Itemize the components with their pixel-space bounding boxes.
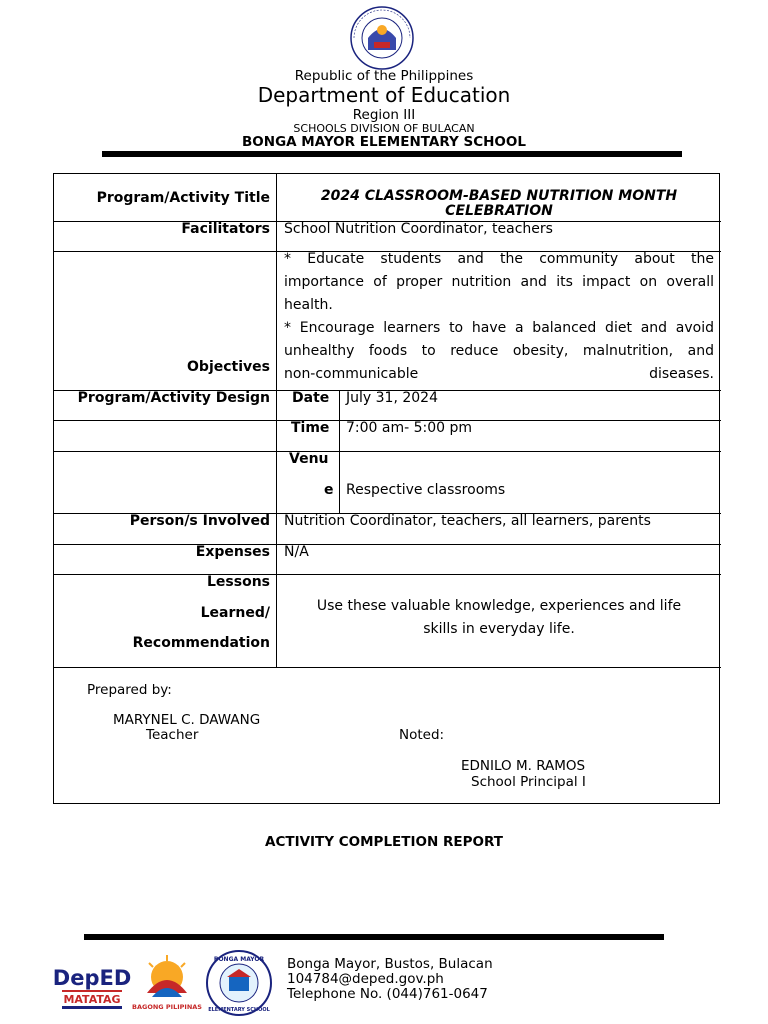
date-label: Date bbox=[292, 390, 330, 406]
design-label: Program/Activity Design bbox=[77, 390, 270, 406]
time-value: 7:00 am- 5:00 pm bbox=[346, 420, 473, 436]
objective-line: * Encourage learners to have a balanced diet and avoid bbox=[284, 320, 714, 336]
deped-seal-logo bbox=[344, 6, 420, 70]
matatag-text: MATATAG bbox=[63, 993, 121, 1006]
lessons-value-1: Use these valuable knowledge, experiences and life bbox=[316, 598, 682, 614]
school-seal-logo bbox=[205, 949, 273, 1017]
department-title: Department of Education bbox=[257, 83, 511, 107]
school-address: Bonga Mayor, Bustos, Bulacan bbox=[287, 956, 493, 972]
venue-value: Respective classrooms bbox=[346, 482, 506, 498]
bagong-pilipinas-logo bbox=[132, 953, 202, 1013]
activity-table bbox=[53, 173, 720, 804]
bagong-pilipinas-text: BAGONG PILIPINAS bbox=[132, 1003, 202, 1011]
expenses-label: Expenses bbox=[195, 544, 270, 560]
report-title: ACTIVITY COMPLETION REPORT bbox=[265, 834, 503, 850]
persons-value: Nutrition Coordinator, teachers, all learners, parents bbox=[284, 513, 651, 529]
facilitators-value: School Nutrition Coordinator, teachers bbox=[284, 221, 553, 237]
title-label: Program/Activity Title bbox=[96, 190, 270, 206]
school-name: BONGA MAYOR ELEMENTARY SCHOOL bbox=[242, 134, 526, 150]
principal-name: EDNILO M. RAMOS bbox=[461, 758, 586, 774]
objective-line: non-communicable diseases. bbox=[284, 366, 714, 382]
division-line: SCHOOLS DIVISION OF BULACAN bbox=[293, 122, 475, 135]
expenses-value: N/A bbox=[284, 544, 309, 560]
lessons-label-3: Recommendation bbox=[132, 635, 270, 651]
deped-matatag-logo bbox=[52, 955, 132, 1013]
preparer-name: MARYNEL C. DAWANG bbox=[113, 712, 261, 728]
header-rule bbox=[102, 151, 682, 157]
footer-rule bbox=[84, 934, 664, 940]
venue-label-part1: Venu bbox=[289, 451, 329, 467]
region-line: Region III bbox=[352, 107, 416, 123]
objective-line: * Educate students and the community about the bbox=[284, 251, 714, 267]
persons-label: Person/s Involved bbox=[129, 513, 270, 529]
republic-line: Republic of the Philippines bbox=[294, 68, 474, 84]
deped-logo-text: DepED bbox=[52, 966, 132, 990]
lessons-label-1: Lessons bbox=[207, 574, 270, 590]
prepared-by-label: Prepared by: bbox=[87, 682, 172, 698]
lessons-label-2: Learned/ bbox=[200, 605, 270, 621]
preparer-title: Teacher bbox=[146, 727, 199, 743]
school-seal-text: BONGA MAYOR bbox=[213, 956, 265, 963]
school-seal-subtext: ELEMENTARY SCHOOL bbox=[208, 1007, 270, 1013]
venue-label-part2: e bbox=[324, 482, 334, 498]
objectives-list bbox=[284, 248, 714, 386]
lessons-value-2: skills in everyday life. bbox=[423, 621, 575, 637]
school-telephone: Telephone No. (044)761-0647 bbox=[287, 986, 488, 1002]
noted-label: Noted: bbox=[399, 727, 445, 743]
time-label: Time bbox=[291, 420, 330, 436]
facilitators-label: Facilitators bbox=[181, 221, 270, 237]
school-email[interactable]: 104784@deped.gov.ph bbox=[287, 971, 444, 987]
principal-title: School Principal I bbox=[471, 774, 586, 790]
objective-line: health. bbox=[284, 297, 333, 313]
objective-line: unhealthy foods to reduce obesity, malnutrition, and bbox=[284, 343, 714, 359]
objectives-label: Objectives bbox=[187, 359, 270, 375]
date-value: July 31, 2024 bbox=[346, 390, 438, 406]
objective-line: importance of proper nutrition and its impact on overall bbox=[284, 274, 714, 290]
title-value: 2024 CLASSROOM-BASED NUTRITION MONTH CELEBRATION bbox=[320, 188, 678, 219]
